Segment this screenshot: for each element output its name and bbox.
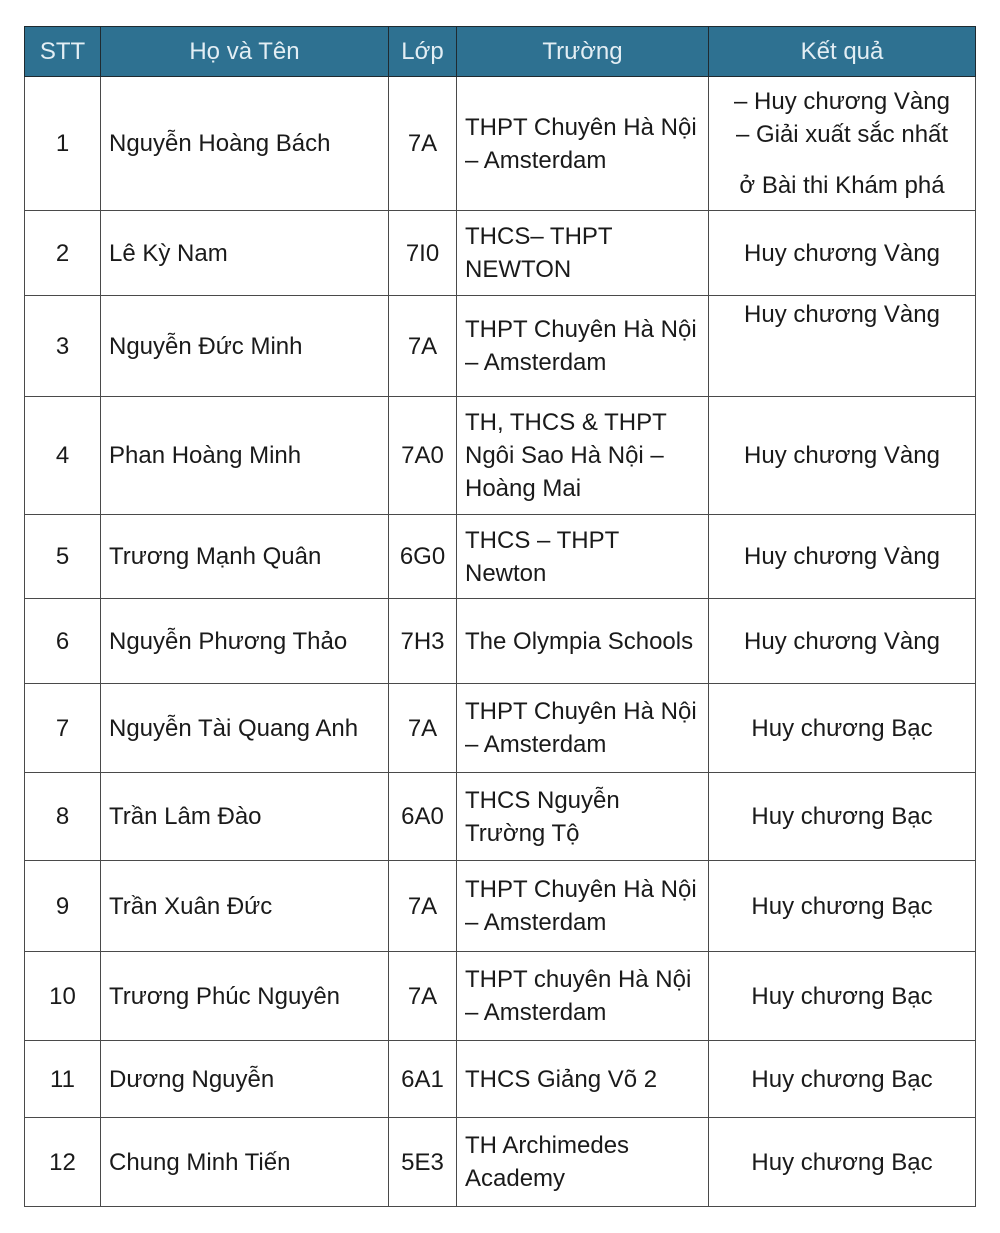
result-line: – Giải xuất sắc nhất: [735, 121, 949, 148]
header-school: Trường: [457, 27, 709, 77]
table-row: [25, 515, 976, 599]
cell-name: Trương Mạnh Quân: [101, 515, 389, 599]
cell-stt: 3: [25, 296, 101, 397]
table-row: [25, 861, 976, 952]
cell-result: Huy chương Bạc: [709, 861, 976, 952]
table-row: [25, 77, 976, 211]
header-row: [25, 27, 976, 77]
cell-class: 6A1: [389, 1041, 457, 1118]
cell-school: THCS– THPT NEWTON: [457, 211, 709, 296]
cell-name: Trần Lâm Đào: [101, 773, 389, 861]
cell-result: Huy chương Vàng: [709, 211, 976, 296]
table-row: [25, 599, 976, 684]
cell-result: Huy chương Vàng: [709, 599, 976, 684]
cell-stt: 4: [25, 397, 101, 515]
result-line: ở Bài thi Khám phá: [739, 172, 945, 199]
cell-name: Nguyễn Tài Quang Anh: [101, 684, 389, 773]
cell-result: Huy chương Bạc: [709, 1118, 976, 1207]
header-name: Họ và Tên: [101, 27, 389, 77]
header-result: Kết quả: [709, 27, 976, 77]
result-line: – Huy chương Vàng: [734, 88, 950, 115]
cell-stt: 11: [25, 1041, 101, 1118]
cell-stt: 8: [25, 773, 101, 861]
cell-name: Chung Minh Tiến: [101, 1118, 389, 1207]
cell-school: THPT Chuyên Hà Nội – Amsterdam: [457, 861, 709, 952]
cell-class: 7I0: [389, 211, 457, 296]
cell-class: 6G0: [389, 515, 457, 599]
cell-result: Huy chương Vàng: [709, 515, 976, 599]
cell-name: Dương Nguyễn: [101, 1041, 389, 1118]
header-stt: STT: [25, 27, 101, 77]
header-class: Lớp: [389, 27, 457, 77]
cell-school: THCS – THPT Newton: [457, 515, 709, 599]
cell-class: 6A0: [389, 773, 457, 861]
table-row: [25, 397, 976, 515]
cell-name: Nguyễn Đức Minh: [101, 296, 389, 397]
cell-school: THCS Giảng Võ 2: [457, 1041, 709, 1118]
cell-class: 7A: [389, 77, 457, 211]
table-row: [25, 684, 976, 773]
cell-class: 7A: [389, 684, 457, 773]
cell-class: 7H3: [389, 599, 457, 684]
cell-class: 7A: [389, 952, 457, 1041]
table-row: [25, 1118, 976, 1207]
cell-class: 7A0: [389, 397, 457, 515]
cell-result: Huy chương Vàng: [709, 397, 976, 515]
table-row: [25, 211, 976, 296]
cell-stt: 10: [25, 952, 101, 1041]
cell-school: THPT Chuyên Hà Nội – Amsterdam: [457, 684, 709, 773]
table-row: [25, 1041, 976, 1118]
cell-school: THPT Chuyên Hà Nội – Amsterdam: [457, 77, 709, 211]
table-row: [25, 952, 976, 1041]
cell-school: THPT chuyên Hà Nội – Amsterdam: [457, 952, 709, 1041]
cell-name: Trần Xuân Đức: [101, 861, 389, 952]
cell-school: THPT Chuyên Hà Nội – Amsterdam: [457, 296, 709, 397]
cell-result: Huy chương Bạc: [709, 1041, 976, 1118]
cell-result: Huy chương Vàng: [709, 296, 976, 397]
cell-stt: 2: [25, 211, 101, 296]
cell-result: [709, 77, 976, 211]
cell-stt: 12: [25, 1118, 101, 1207]
cell-school: TH Archimedes Academy: [457, 1118, 709, 1207]
cell-result: Huy chương Bạc: [709, 773, 976, 861]
cell-class: 7A: [389, 861, 457, 952]
cell-result: Huy chương Bạc: [709, 952, 976, 1041]
cell-stt: 9: [25, 861, 101, 952]
cell-class: 5E3: [389, 1118, 457, 1207]
cell-stt: 5: [25, 515, 101, 599]
table-row: [25, 296, 976, 397]
table-row: [25, 773, 976, 861]
cell-stt: 6: [25, 599, 101, 684]
cell-name: Trương Phúc Nguyên: [101, 952, 389, 1041]
cell-class: 7A: [389, 296, 457, 397]
cell-stt: 7: [25, 684, 101, 773]
cell-name: Lê Kỳ Nam: [101, 211, 389, 296]
cell-stt: 1: [25, 77, 101, 211]
cell-school: TH, THCS & THPT Ngôi Sao Hà Nội – Hoàng Mai: [457, 397, 709, 515]
cell-school: THCS Nguyễn Trường Tộ: [457, 773, 709, 861]
cell-name: Nguyễn Phương Thảo: [101, 599, 389, 684]
results-table: [24, 26, 976, 1207]
cell-result: Huy chương Bạc: [709, 684, 976, 773]
cell-name: Nguyễn Hoàng Bách: [101, 77, 389, 211]
cell-name: Phan Hoàng Minh: [101, 397, 389, 515]
cell-school: The Olympia Schools: [457, 599, 709, 684]
